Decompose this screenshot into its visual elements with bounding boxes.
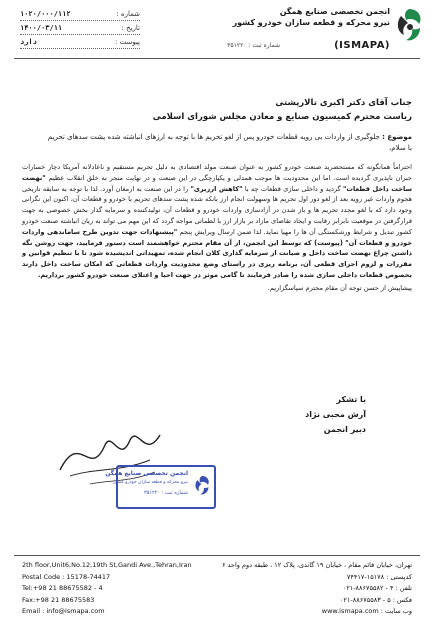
footer-fax-en: Fax:+98 21 88675583 bbox=[22, 595, 95, 604]
stamp-line1: انجمن تخصصی صنایع همگن bbox=[105, 470, 188, 477]
stamp-line2: نیرو محرکه و قطعه سازان خودرو کشور bbox=[113, 480, 188, 485]
letter-number-label: شماره : bbox=[116, 10, 140, 18]
stamp-line3: شماره ثبت : ۳۵۱۲۲۰ bbox=[143, 490, 188, 496]
organization-name bbox=[190, 6, 390, 51]
org-name-line1: انجمن تخصصی صنایع همگن bbox=[279, 7, 390, 16]
paragraph-part-1: احتراماً همانگونه که مستحضرید صنعت خودرو کشور به عنوان صنعت مولد اقتصادی به دلیل تحریم مستقیم و ناعادلانه آمریکا دچار خسارات جبران ناپذیری گردیده است. اما این محدودیت ها موجب همدلی و یکپارچگی در این صنعت و در نهایت منجر به خلق انقلاب عظیم bbox=[22, 163, 412, 182]
letter-attachment-row bbox=[20, 36, 140, 49]
org-abbreviation: (ISMAPA) bbox=[334, 40, 390, 51]
footer-divider bbox=[14, 555, 420, 556]
signature-thanks: با تشکر bbox=[336, 395, 366, 404]
footer-fax-fa: فکس : ۵ - ۸۸۶۷۵۵۸۳-۰۲۱ bbox=[339, 595, 412, 604]
stamp-logo-icon bbox=[192, 472, 212, 500]
letter-date-row bbox=[20, 22, 140, 35]
letter-attachment-label: پیوست : bbox=[115, 38, 140, 46]
ismapa-logo-icon bbox=[392, 6, 426, 46]
org-name-line2: نیرو محرکه و قطعه سازان خودرو کشور bbox=[232, 18, 390, 27]
paragraph-bold-3: "پیشنهادات جهت تدوین طرح ساماندهی واردات خودرو و قطعات آن" bbox=[22, 227, 412, 247]
paragraph-part-4: (پیوست) که توسط این انجمن، از آن مقام محترم خواهشمند است دستور فرمایید، جهت روشن نگه داشتن چراغ نهضت ساخت داخل و صیانت از سرمایه گذاری کلان انجام شده، تمهیداتی اندیشیده شود تا با تنظیم قوانین و مقررات و لزوم اجرای قطعی آن، برنامه ریزی در راستای وضع محدودیت واردات قطعاتی که امکان ساخت داخل دارند بخصوص قطعات داخلی سازی شده را صادر فرمایند تا گامی موثر در جهت احیا و اعتلای صنعت خودرو کشور برداریم. bbox=[22, 238, 412, 279]
greeting: با سلام، bbox=[389, 144, 412, 152]
letter-date-value: ۱۴۰۰/۰۳/۱۱ bbox=[20, 24, 63, 32]
subject-line bbox=[22, 132, 412, 143]
letterhead bbox=[0, 0, 434, 60]
letter-number-row bbox=[20, 8, 140, 21]
letter-attachment-value: دارد bbox=[20, 38, 37, 46]
letter-body bbox=[22, 96, 412, 294]
footer bbox=[0, 560, 434, 635]
letter-meta bbox=[20, 8, 140, 50]
footer-english bbox=[22, 560, 222, 618]
subject-label: موضوع : bbox=[382, 133, 412, 141]
signature-block bbox=[305, 392, 366, 437]
letter-number-value: ۱۰۲۰/۰۰۰/۱۱۲ bbox=[20, 10, 71, 18]
header-divider bbox=[14, 58, 420, 59]
paragraph-bold-1: "نهضت ساخت داخل قطعات" bbox=[22, 173, 412, 193]
footer-address-fa: تهران، خیابان قائم مقام ، خیابان ۱۹ گاندی، پلاک ۱۲ ، طبقه دوم واحد ۶ bbox=[221, 561, 412, 569]
paragraph-bold-2: "کاهش ارزبری" bbox=[190, 184, 243, 193]
footer-tel-fa: تلفن : ۴ - ۸۸۶۷۵۵۸۲-۰۲۱ bbox=[342, 584, 412, 592]
closing-line: پیشاپیش از حسن توجه آن مقام محترم سپاسگزاریم. bbox=[267, 283, 412, 292]
footer-postal-en: Postal Code : 15178-74417 bbox=[22, 572, 111, 581]
recipient-name: جناب آقای دکتر اکبری تالارپشتی bbox=[275, 98, 412, 108]
footer-postal-fa: کدپستی : ۱۵۱۷۸-۷۴۴۱۷ bbox=[346, 572, 412, 581]
letter-date-label: تاریخ : bbox=[121, 24, 140, 32]
signatory-name: آرش محبی نژاد bbox=[305, 410, 366, 419]
signatory-title: دبیر انجمن bbox=[323, 425, 366, 434]
recipient-title: ریاست محترم کمیسیون صنایع و معادن مجلس شورای اسلامی bbox=[152, 112, 412, 122]
footer-tel-en: Tel:+98 21 88675582 - 4 bbox=[22, 584, 103, 592]
footer-email-en: Email : info@ismapa.com bbox=[22, 607, 105, 615]
footer-address-en: 2th floor,Unit6,No.12,19th St,Gandi Ave.,Tehran,Iran bbox=[22, 561, 192, 569]
paragraph-part-3: را در این صنعت به ارمغان آورد. لذا با توجه به سابقه تاریخی هجوم واردات غیر رویه بعد از لغو دور اول تحریم ها وسهولت انجام ارز بانکه شده پشت سدهای تحریم با خودرو و قطعات آن، اکنون این نگرانی وجود دارد که با لغو مجدد تحریم ها و باز شدن در آزادسازی واردات خودرو و قطعات آن، تولیدکننده و سرمایه گذار بخش خصوصی به جهت قرارگرفتن در موقعیت نابرابر رقابت و ایجاد تقاضای مازاد بر بازار ارز با لطماتی مواجه گردد که این مهم می تواند به زیان انباشته صنعت خودرو کشور تبدیل و شرایط ورشکستگی آن ها را مهیا نماید. لذا ضمن ارسال ویرایش پنجم bbox=[22, 184, 412, 236]
main-paragraph bbox=[22, 162, 412, 281]
organization-stamp bbox=[105, 465, 216, 509]
subject-text: جلوگیری از واردات بی رویه قطعات خودرو پس از لغو تحریم ها با توجه به ارزهای انباشته شده پشت سدهای تحریم bbox=[47, 133, 380, 141]
paragraph-part-2: گردید و داخلی سازی قطعات چه با bbox=[244, 184, 341, 193]
footer-persian bbox=[202, 560, 412, 618]
registration-number: شماره ثبت : ۳۵۱۲۲۰ bbox=[227, 42, 280, 49]
footer-website-fa: وب سایت : www.ismapa.com bbox=[321, 607, 412, 615]
